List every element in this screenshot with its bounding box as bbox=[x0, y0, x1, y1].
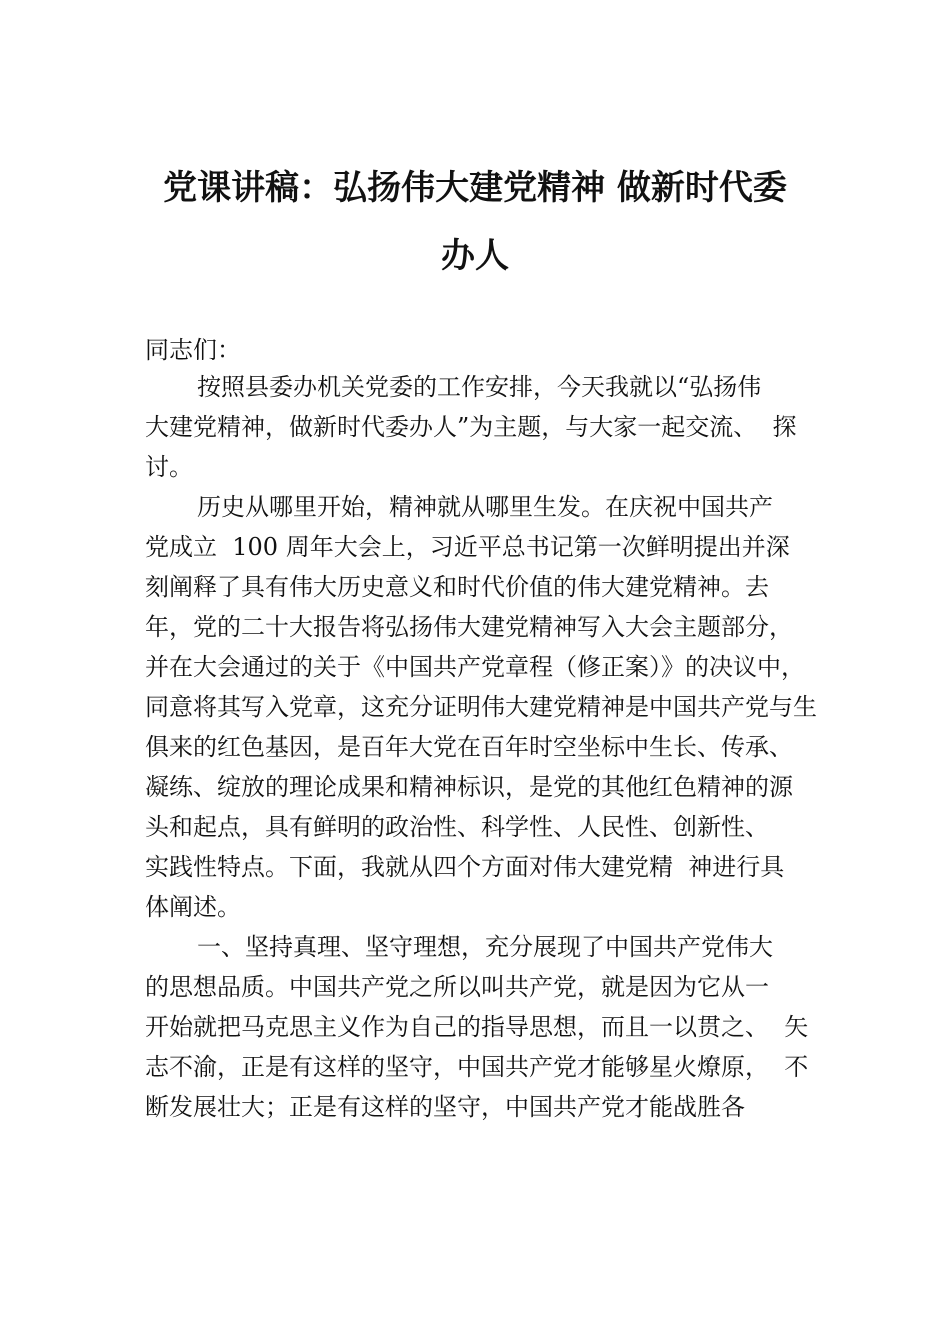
body-line: 大建党精神，做新时代委办人”为主题，与大家一起交流、 探 bbox=[145, 413, 797, 441]
body-line: 历史从哪里开始，精神就从哪里生发。在庆祝中国共产 bbox=[197, 493, 773, 521]
body-line: 年，党的二十大报告将弘扬伟大建党精神写入大会主题部分， bbox=[145, 613, 793, 641]
body-line: 开始就把马克思主义作为自己的指导思想，而且一以贯之、 矢 bbox=[145, 1013, 809, 1041]
salutation: 同志们： bbox=[145, 336, 241, 364]
body-line: 一、坚持真理、坚守理想，充分展现了中国共产党伟大 bbox=[197, 933, 773, 961]
document-title-line-1: 党课讲稿：弘扬伟大建党精神 做新时代委 bbox=[163, 168, 787, 208]
body-line: 的思想品质。中国共产党之所以叫共产党，就是因为它从一 bbox=[145, 973, 769, 1001]
body-line: 讨。 bbox=[145, 453, 193, 481]
body-line: 同意将其写入党章，这充分证明伟大建党精神是中国共产党与生 bbox=[145, 693, 817, 721]
body-line: 并在大会通过的关于《中国共产党章程（修正案）》的决议中， bbox=[145, 653, 805, 681]
body-line: 党成立 100 周年大会上，习近平总书记第一次鲜明提出并深 bbox=[145, 533, 790, 561]
body-line: 体阐述。 bbox=[145, 893, 241, 921]
body-line: 断发展壮大；正是有这样的坚守，中国共产党才能战胜各 bbox=[145, 1093, 745, 1121]
body-line: 凝练、绽放的理论成果和精神标识，是党的其他红色精神的源 bbox=[145, 773, 793, 801]
body-line: 实践性特点。下面，我就从四个方面对伟大建党精 神进行具 bbox=[145, 853, 785, 881]
body-line: 俱来的红色基因，是百年大党在百年时空坐标中生长、传承、 bbox=[145, 733, 793, 761]
body-line: 志不渝，正是有这样的坚守，中国共产党才能够星火燎原， 不 bbox=[145, 1053, 809, 1081]
body-line: 刻阐释了具有伟大历史意义和时代价值的伟大建党精神。去 bbox=[145, 573, 769, 601]
body-line: 头和起点，具有鲜明的政治性、科学性、人民性、创新性、 bbox=[145, 813, 769, 841]
body-line: 按照县委办机关党委的工作安排，今天我就以“弘扬伟 bbox=[197, 373, 762, 401]
document-title-line-2: 办人 bbox=[441, 236, 509, 276]
